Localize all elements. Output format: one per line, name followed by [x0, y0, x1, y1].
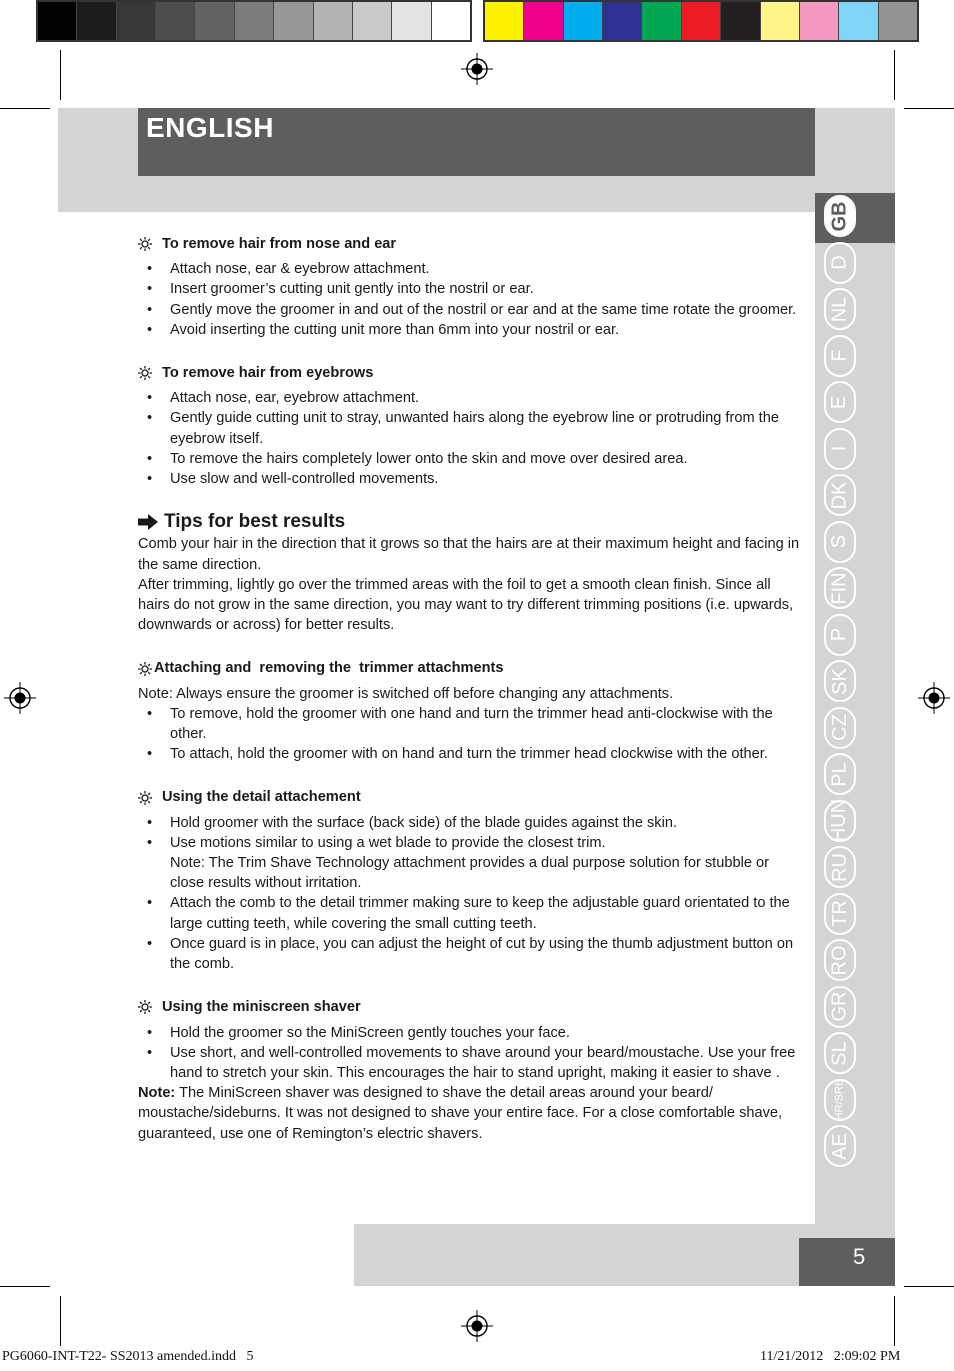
list-item: • Use slow and well-controlled movements. — [138, 469, 806, 489]
language-tab-ae — [822, 1123, 858, 1170]
gray-swatch — [353, 2, 392, 40]
language-tab-ru — [822, 844, 858, 891]
paragraph: After trimming, lightly go over the trimmed areas with the foil to get a smooth clean finish. Since all hairs do not grow in the same direction, you may want to try different trimming positions (i.e. upwards, downwards or across) for better results. — [138, 576, 794, 634]
list-item: • To remove the hairs completely lower onto the skin and move over desired area. — [138, 449, 806, 469]
language-pill — [824, 707, 856, 749]
language-code: NL — [828, 296, 851, 323]
gray-swatch — [235, 2, 274, 40]
gray-swatch — [274, 2, 313, 40]
color-swatch — [800, 2, 839, 40]
color-swatch — [642, 2, 681, 40]
language-code: PL — [828, 762, 851, 787]
crop-mark — [0, 108, 50, 109]
language-pill — [824, 986, 856, 1028]
list-item: • To remove, hold the groomer with one hand and turn the trimmer head anti-clockwise with the other. — [138, 704, 806, 744]
language-tab-pl — [822, 751, 858, 798]
registration-mark-icon — [918, 682, 950, 714]
language-tab-p — [822, 612, 858, 659]
language-code: SK — [828, 667, 851, 695]
language-code: RU — [828, 852, 851, 882]
manual-content — [138, 234, 806, 1144]
gray-swatch — [156, 2, 195, 40]
list-item: • Insert groomer’s cutting unit gently into the nostril or ear. — [138, 279, 806, 299]
language-pill — [824, 242, 856, 284]
note-text: Note: The Trim Shave Technology attachment provides a dual purpose solution for stubble or close results without irritation. — [170, 855, 769, 892]
crop-mark — [894, 1296, 895, 1346]
language-tab-nl — [822, 286, 858, 333]
crop-mark — [904, 1286, 954, 1287]
language-pill — [824, 614, 856, 656]
gray-swatch — [432, 2, 470, 40]
registration-mark-icon — [4, 682, 36, 714]
sun-bullet-icon — [138, 662, 152, 676]
list-item: • Attach nose, ear & eyebrow attachment. — [138, 259, 806, 279]
crop-mark — [60, 50, 61, 100]
language-tab-e — [822, 379, 858, 426]
gray-color-bar — [36, 0, 472, 42]
language-pill — [824, 660, 856, 702]
bullet-list — [138, 388, 806, 489]
language-code: CZ — [828, 714, 851, 742]
sun-bullet-icon — [138, 791, 152, 805]
language-tab-ro — [822, 937, 858, 984]
color-swatch — [761, 2, 800, 40]
language-tab-sk — [822, 658, 858, 705]
list-item: • Once guard is in place, you can adjust the height of cut by using the thumb adjustment button on the comb. — [138, 934, 806, 974]
section-heading: Attaching and removing the trimmer attachments — [138, 658, 806, 678]
language-code: HR/SRB — [833, 1078, 846, 1121]
list-item: • Hold groomer with the surface (back side) of the blade guides against the skin. — [138, 813, 806, 833]
registration-mark-icon — [461, 1310, 493, 1342]
color-swatch — [682, 2, 721, 40]
note-paragraph: Note: The MiniScreen shaver was designed to shave the detail areas around your beard/ moustache/sideburns. It was not designed to shave your entire face. For a close comfortable shave, guaranteed, use one of Remington’s electric shavers. — [138, 1085, 783, 1142]
page-number: 5 — [799, 1238, 895, 1286]
bullet-list — [138, 1023, 806, 1084]
gray-swatch — [117, 2, 156, 40]
list-item: • Gently guide cutting unit to stray, unwanted hairs along the eyebrow line or protruding from the eyebrow itself. — [138, 408, 806, 448]
color-swatch — [879, 2, 917, 40]
language-tab-f — [822, 333, 858, 380]
color-swatch — [721, 2, 760, 40]
sun-bullet-icon — [138, 237, 152, 251]
arrow-right-icon — [138, 514, 158, 530]
list-item: • Use motions similar to using a wet blade to provide the closest trim. Note: The Trim Shave Technology attachment provides a dual purpose solution for stubble or close results without irritation. — [138, 833, 806, 894]
language-tab-i — [822, 426, 858, 473]
language-tab-cz — [822, 705, 858, 752]
section-heading: Tips for best results — [138, 512, 806, 532]
language-tab-hun — [822, 798, 858, 845]
list-item: • Attach nose, ear, eyebrow attachment. — [138, 388, 806, 408]
list-item: • Attach the comb to the detail trimmer making sure to keep the adjustable guard orientated to the large cutting teeth, while covering the small cutting teeth. — [138, 893, 806, 933]
language-tab-tr — [822, 891, 858, 938]
title-bar — [138, 108, 815, 176]
language-pill — [824, 521, 856, 563]
language-tab-dk — [822, 472, 858, 519]
language-pill — [824, 428, 856, 470]
language-tab-sl — [822, 1030, 858, 1077]
process-color-bar — [483, 0, 919, 42]
list-item: • Use short, and well-controlled movements to shave around your beard/moustache. Use your free hand to stretch your skin. This encourages the hair to stand upright, making it easier to shave . — [138, 1043, 806, 1083]
language-pill — [824, 1125, 856, 1167]
language-pill — [824, 1079, 856, 1121]
section-heading: To remove hair from nose and ear — [138, 234, 806, 254]
language-tab-hr-srb — [822, 1077, 858, 1124]
list-item: • Hold the groomer so the MiniScreen gently touches your face. — [138, 1023, 806, 1043]
gray-swatch — [77, 2, 116, 40]
language-index — [822, 193, 860, 1170]
language-code: SL — [828, 1041, 851, 1066]
crop-mark — [60, 1296, 61, 1346]
bullet-list — [138, 259, 806, 340]
language-pill — [824, 893, 856, 935]
crop-mark — [904, 108, 954, 109]
page-title: ENGLISH — [146, 112, 274, 143]
gray-swatch — [38, 2, 77, 40]
color-swatch — [564, 2, 603, 40]
color-swatch — [839, 2, 878, 40]
language-code: DK — [828, 481, 851, 510]
color-swatch — [603, 2, 642, 40]
language-code: GB — [828, 201, 851, 232]
registration-mark-icon — [461, 53, 493, 85]
language-pill — [824, 846, 856, 888]
section-heading: To remove hair from eyebrows — [138, 363, 806, 383]
section-heading: Using the miniscreen shaver — [138, 997, 806, 1017]
language-tab-gb — [822, 193, 858, 240]
list-item: • Avoid inserting the cutting unit more than 6mm into your nostril or ear. — [138, 320, 806, 340]
language-pill — [824, 939, 856, 981]
language-code: AE — [828, 1132, 851, 1160]
gray-swatch — [314, 2, 353, 40]
language-code: RO — [828, 945, 851, 976]
crop-mark — [0, 1286, 50, 1287]
language-code: FIN — [828, 572, 851, 605]
language-tab-gr — [822, 984, 858, 1031]
language-pill — [824, 567, 856, 609]
language-code: D — [828, 255, 851, 270]
crop-mark — [894, 50, 895, 100]
print-timestamp: 11/21/2012 2:09:02 PM — [760, 1349, 901, 1364]
bullet-list — [138, 813, 806, 975]
language-pill — [824, 1032, 856, 1074]
color-swatch — [485, 2, 524, 40]
language-code: GR — [828, 991, 851, 1022]
language-code: TR — [828, 900, 851, 928]
language-code: F — [828, 349, 851, 362]
language-code: I — [828, 445, 851, 452]
language-pill — [824, 195, 856, 237]
language-tab-d — [822, 240, 858, 287]
gray-swatch — [195, 2, 234, 40]
language-code: P — [828, 628, 851, 642]
language-code: S — [828, 535, 851, 549]
language-pill — [824, 800, 856, 842]
language-code: E — [828, 395, 851, 409]
sun-bullet-icon — [138, 366, 152, 380]
language-tab-s — [822, 519, 858, 566]
list-item: • Gently move the groomer in and out of the nostril or ear and at the same time rotate the groomer. — [138, 300, 806, 320]
file-slug: PG6060-INT-T22- SS2013 amended.indd 5 — [2, 1349, 254, 1364]
language-pill — [824, 381, 856, 423]
language-pill — [824, 288, 856, 330]
sun-bullet-icon — [138, 1000, 152, 1014]
section-heading: Using the detail attachement — [138, 787, 806, 807]
list-item: • To attach, hold the groomer with on hand and turn the trimmer head clockwise with the other. — [138, 744, 806, 764]
language-code: HUN — [828, 799, 851, 843]
language-pill — [824, 474, 856, 516]
language-pill — [824, 753, 856, 795]
gray-swatch — [392, 2, 431, 40]
note-text: Note: Always ensure the groomer is switched off before changing any attachments. — [138, 685, 674, 702]
bullet-list — [138, 704, 806, 765]
language-pill — [824, 335, 856, 377]
language-tab-fin — [822, 565, 858, 612]
paragraph: Comb your hair in the direction that it grows so that the hairs are at their maximum height and facing in the same direction. — [138, 536, 800, 573]
color-swatch — [524, 2, 563, 40]
